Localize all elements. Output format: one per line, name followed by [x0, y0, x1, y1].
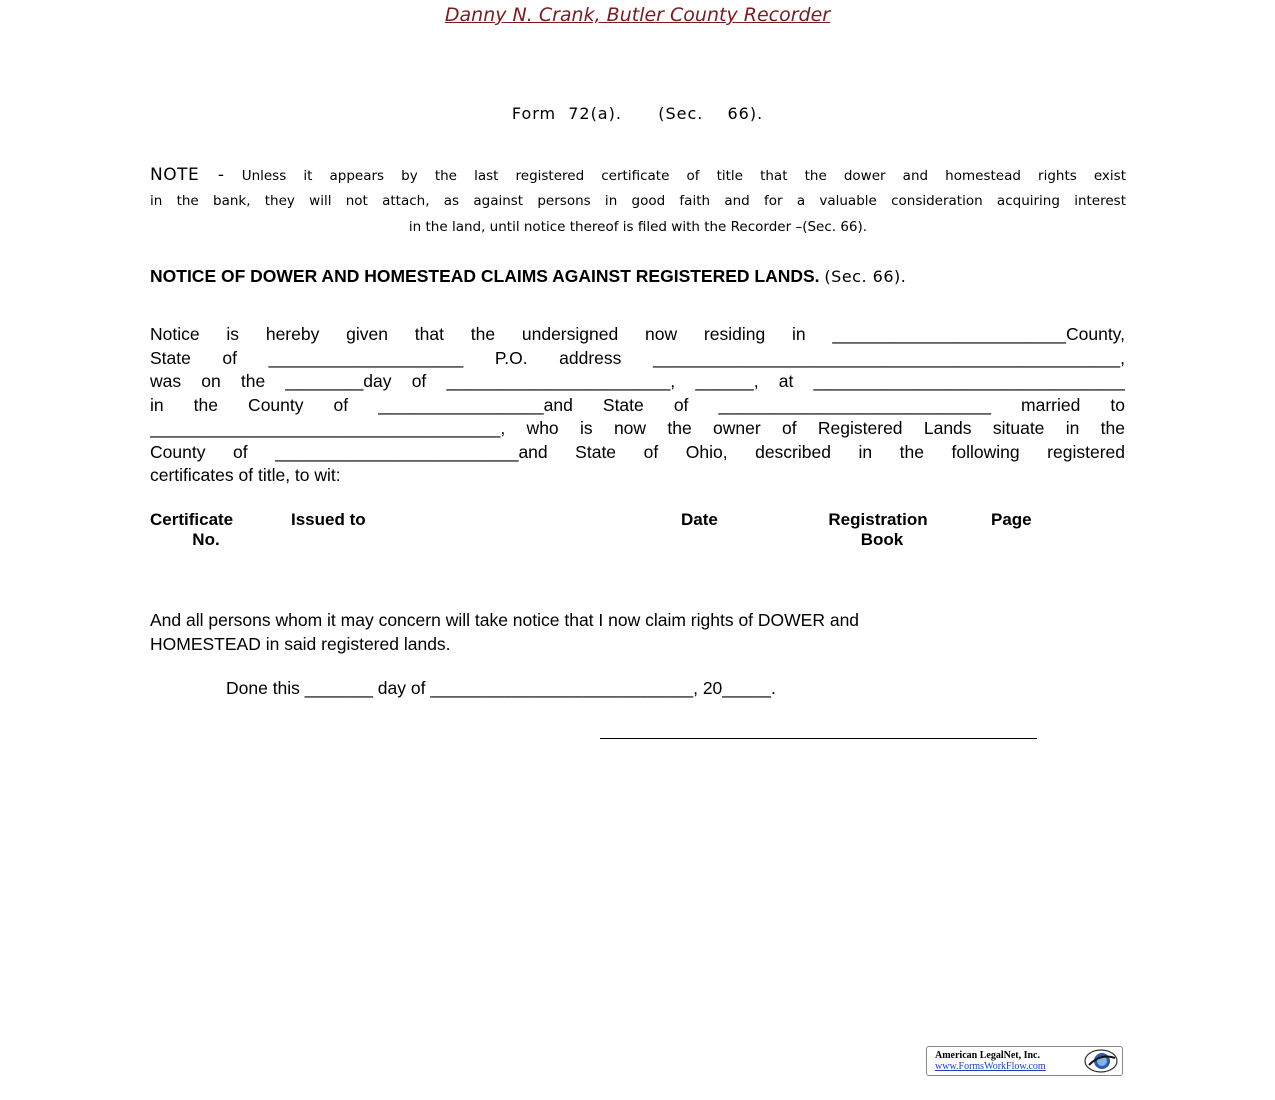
- closing-line-2: HOMESTEAD in said registered lands.: [150, 634, 451, 654]
- american-legalnet-badge[interactable]: [926, 1046, 1123, 1076]
- body-line-4: in the County of _________________and State of ____________________________ married to: [150, 394, 1125, 415]
- closing-line-1: And all persons whom it may concern will take notice that I now claim rights of DOWER and: [150, 610, 860, 630]
- col-header-date: Date: [681, 510, 718, 529]
- note-block: [150, 162, 1126, 240]
- col-header-certificate: [150, 510, 265, 550]
- body-line-7: certificates of title, to wit:: [150, 465, 341, 485]
- form-number: Form 72(a). (Sec. 66).: [511, 104, 764, 123]
- notice-body: [150, 323, 1125, 488]
- body-line-2: State of ____________________ P.O. address ________________________________________________,: [150, 347, 1125, 368]
- body-line-5: ____________________________________, who is now the owner of Registered Lands situate in the: [150, 418, 1125, 438]
- col-header-certificate-l1: Certificate: [150, 510, 234, 529]
- note-line-2: in the bank, they will not attach, as against persons in good faith and for a valuable consideration acquiring interest: [150, 193, 1126, 209]
- company-name: American LegalNet, Inc.: [935, 1050, 1040, 1061]
- note-label: NOTE -: [150, 165, 225, 185]
- notice-title-section: (Sec. 66).: [824, 267, 907, 286]
- body-line-6: County of _________________________and State of Ohio, described in the following registered: [150, 441, 1125, 462]
- col-header-registration-l1: Registration: [828, 510, 928, 529]
- closing-statement: [150, 608, 1125, 656]
- note-line-3: in the land, until notice thereof is filed with the Recorder –(Sec. 66).: [408, 219, 868, 235]
- recorder-header-link[interactable]: Danny N. Crank, Butler County Recorder: [444, 4, 831, 26]
- done-this-line: Done this _______ day of ___________________________, 20_____.: [226, 678, 776, 698]
- notice-title-main: NOTICE OF DOWER AND HOMESTEAD CLAIMS AGAINST REGISTERED LANDS.: [150, 266, 820, 286]
- col-header-issued-to: Issued to: [291, 510, 366, 529]
- col-header-certificate-l2: No.: [192, 530, 220, 549]
- globe-icon: [1083, 1049, 1119, 1073]
- signature-line: [600, 738, 1037, 739]
- body-line-1: Notice is hereby given that the undersigned now residing in ________________________County,: [150, 324, 1125, 344]
- note-line-1-text: Unless it appears by the last registered certificate of title that the dower and homestead rights exist: [241, 168, 1127, 184]
- col-header-page: Page: [991, 510, 1032, 529]
- col-header-registration-l2: Book: [860, 530, 904, 549]
- col-header-registration-book: [812, 510, 944, 550]
- body-line-3: was on the ________day of _______________________, ______, at ________________________________: [150, 371, 1125, 391]
- company-url-link[interactable]: www.FormsWorkFlow.com: [935, 1061, 1046, 1072]
- notice-title: [150, 266, 1130, 287]
- note-line-1: [150, 162, 1126, 188]
